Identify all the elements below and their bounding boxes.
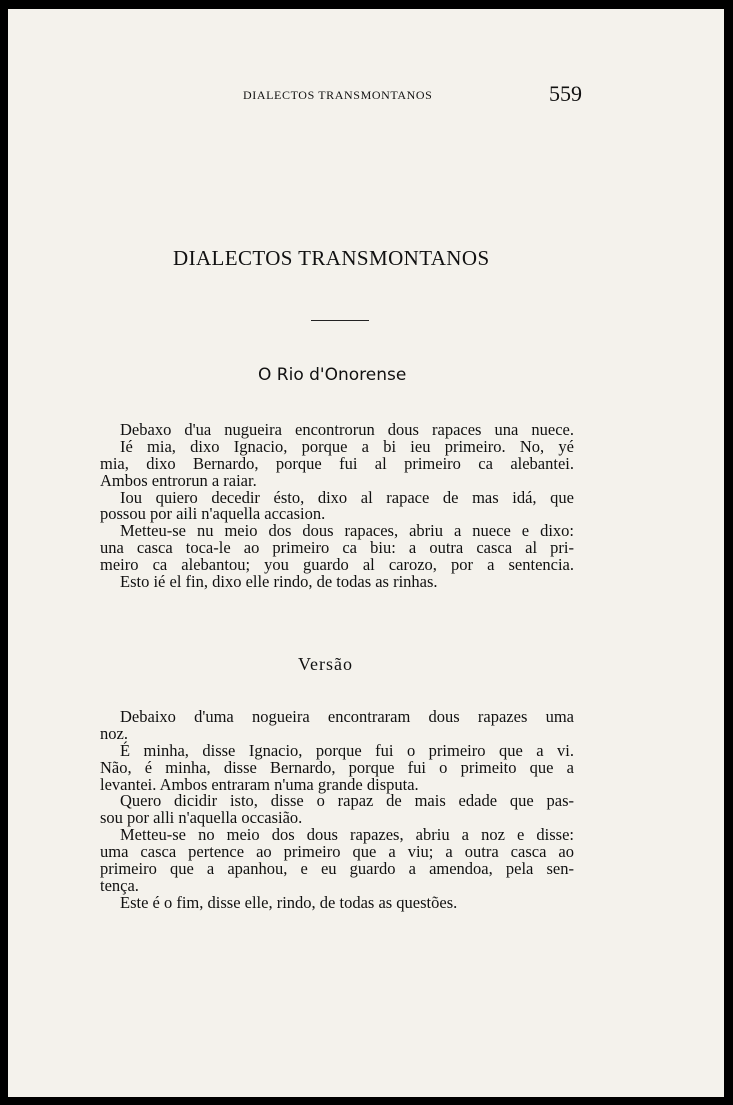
chapter-title: DIALECTOS TRANSMONTANOS: [173, 246, 490, 270]
text-line: una casca toca-le ao primeiro ca biu: a outra casca al pri-: [100, 538, 574, 558]
section-2-heading: Versão: [298, 654, 353, 674]
page-number: 559: [549, 81, 582, 106]
text-line: É minha, disse Ignacio, porque fui o primeiro que a vi.: [120, 740, 574, 760]
text-line: Metteu-se no meio dos dous rapazes, abriu a noz e disse:: [120, 825, 574, 845]
text-line: Metteu-se nu meio dos dous rapaces, abriu a nuece e dixo:: [120, 521, 574, 541]
text-line: Debaixo d'uma nogueira encontraram dous rapazes uma: [120, 707, 574, 726]
section-2-text: [100, 709, 574, 912]
text-line: mia, dixo Bernardo, porque fui al primeiro ca alebantei.: [100, 453, 574, 473]
text-line: Não, é minha, disse Bernardo, porque fui o primeito que a: [100, 757, 574, 777]
text-line: meiro ca alebantou; you guardo al carozo, por a sentencia.: [100, 555, 574, 575]
text-line: Debaxo d'ua nugueira encontrorun dous rapaces una nuece.: [120, 420, 574, 439]
running-head: DIALECTOS TRANSMONTANOS: [243, 88, 433, 102]
text-line: levantei. Ambos entraram n'uma grande disputa.: [100, 774, 419, 794]
text-line: uma casca pertence ao primeiro que a viu; a outra casca ao: [100, 842, 574, 862]
title-rule: [311, 320, 369, 321]
text-line: Ié mia, dixo Ignacio, porque a bi ieu primeiro. No, yé: [120, 436, 574, 456]
text-line: Ambos entrorun a raiar.: [100, 470, 257, 490]
text-line: Esto ié el fin, dixo elle rindo, de todas as rinhas.: [120, 572, 438, 592]
text-line: possou por aili n'aquella accasion.: [100, 504, 326, 524]
book-page: [8, 9, 724, 1097]
section-1-text: [100, 422, 574, 591]
text-line: primeiro que a apanhou, e eu guardo a amendoa, pela sen-: [100, 859, 574, 879]
text-line: Iou quiero decedir ésto, dixo al rapace de mas idá, que: [120, 487, 574, 507]
section-1-heading: O Rio d'Onorense: [258, 365, 407, 385]
text-line: sou por alli n'aquella occasião.: [100, 808, 303, 828]
text-line: Este é o fim, disse elle, rindo, de todas as questões.: [120, 892, 458, 912]
text-line: tença.: [100, 875, 139, 895]
text-line: Quero dicidir isto, disse o rapaz de mais edade que pas-: [120, 791, 574, 811]
text-line: noz.: [100, 723, 128, 743]
